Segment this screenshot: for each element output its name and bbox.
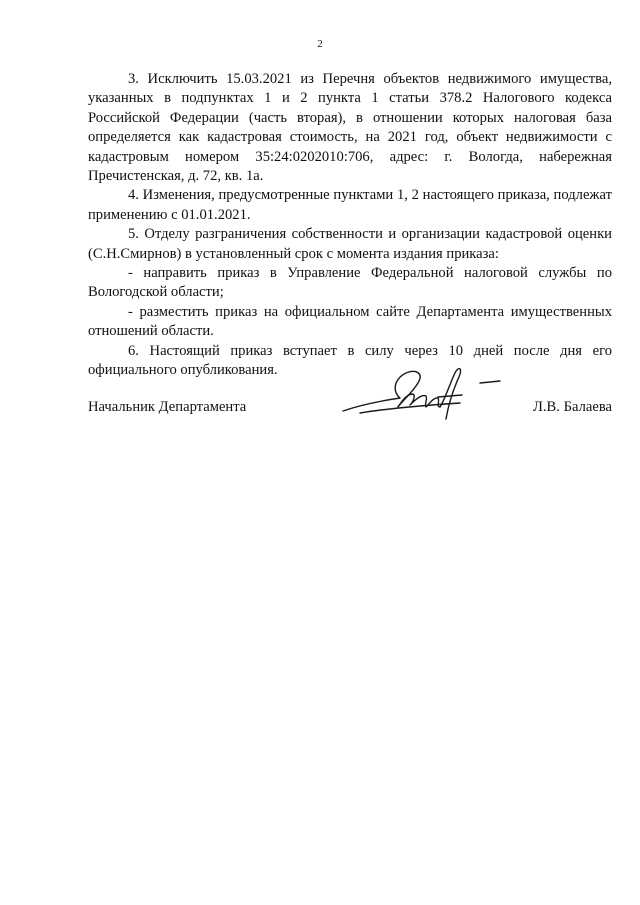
paragraph-item-5: 5. Отделу разграничения собственности и организации кадастровой оценки (С.Н.Смирнов) в установленный срок с момента издания приказа: [88, 226, 612, 262]
document-body [88, 70, 612, 381]
paragraph-item-6: 6. Настоящий приказ вступает в силу через 10 дней после дня его официального опубликования. [88, 342, 612, 379]
paragraph-subitem-publish: - разместить приказ на официальном сайте Департамента имущественных отношений области. [88, 303, 612, 340]
paragraph-item-4: 4. Изменения, предусмотренные пунктами 1, 2 настоящего приказа, подлежат применению с 01.01.2021. [88, 187, 612, 223]
signature-block [88, 399, 612, 431]
handwritten-signature [340, 361, 505, 423]
signatory-title: Начальник Департамента [88, 399, 247, 415]
signatory-name: Л.В. Балаева [533, 399, 612, 415]
page-number: 2 [317, 38, 323, 50]
paragraph-subitem-send: - направить приказ в Управление Федеральной налоговой службы по Вологодской области; [88, 265, 612, 301]
paragraph-item-3: 3. Исключить 15.03.2021 из Перечня объектов недвижимого имущества, указанных в подпунктах 1 и 2 пункта 1 статьи 378.2 Налогового кодекса Российской Федерации (часть вторая), в отношении которых налоговая база определяется как кадастровая стоимость, на 2021 год, объект недвижимости с кадастровым номером 35:24:0202010:706, адрес: г. Вологда, набережная Пречистенская, д. 72, кв. 1а. [88, 71, 612, 185]
